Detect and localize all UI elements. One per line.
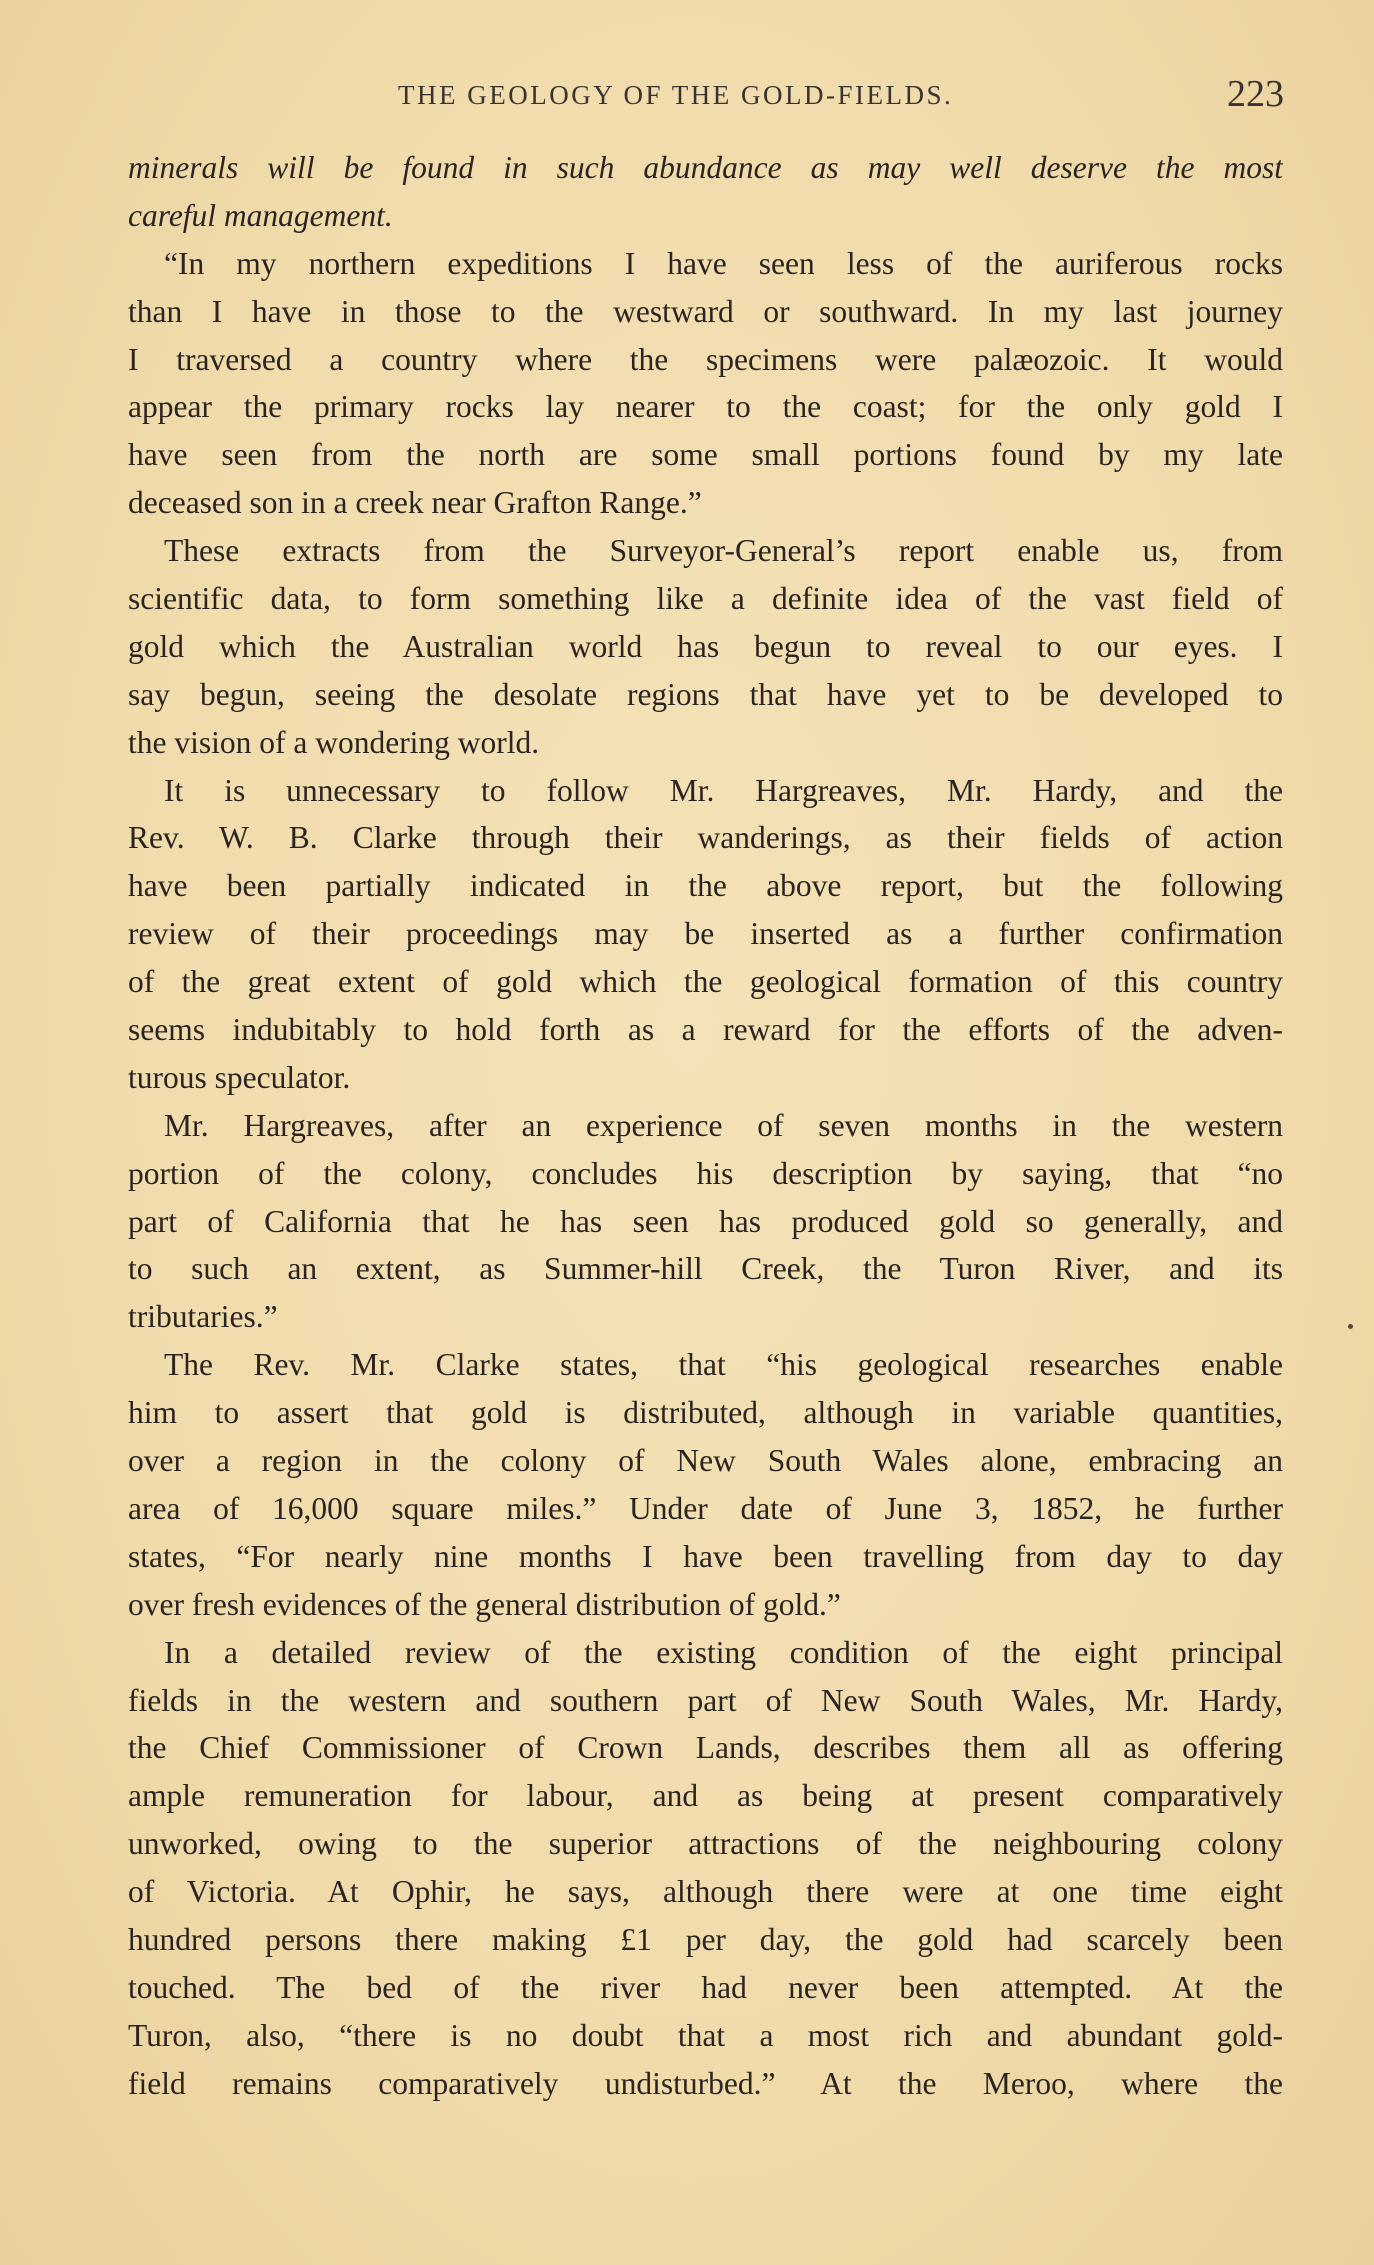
text-line: him to assert that gold is distributed, although in variable quantities,: [128, 1395, 1283, 1431]
text-line: ample remuneration for labour, and as being at present comparatively: [128, 1778, 1283, 1814]
text-line: scientific data, to form something like a definite idea of the vast field of: [128, 581, 1283, 617]
text-line: touched. The bed of the river had never been attempted. At the: [128, 1969, 1283, 2005]
text-line: than I have in those to the westward or southward. In my last journey: [128, 293, 1283, 329]
running-head: [128, 73, 1284, 120]
text-line: over a region in the colony of New South Wales alone, embracing an: [128, 1443, 1283, 1479]
page-number: 223: [1227, 73, 1284, 115]
text-line: have seen from the north are some small portions found by my late: [128, 437, 1283, 473]
text-line: say begun, seeing the desolate regions that have yet to be developed to: [128, 676, 1283, 712]
text-line: Turon, also, “there is no doubt that a most rich and abundant gold-: [128, 2017, 1283, 2053]
text-line: over fresh evidences of the general distribution of gold.”: [128, 1586, 841, 1622]
text-line: of the great extent of gold which the geological formation of this country: [128, 964, 1283, 1000]
text-line: hundred persons there making £1 per day, the gold had scarcely been: [128, 1921, 1283, 1957]
text-line: minerals will be found in such abundance as may well deserve the most: [128, 150, 1283, 185]
text-line: gold which the Australian world has begun to reveal to our eyes. I: [128, 628, 1283, 664]
text-line: have been partially indicated in the above report, but the following: [128, 868, 1283, 904]
text-line: tributaries.”: [128, 1299, 278, 1335]
text-line: Mr. Hargreaves, after an experience of seven months in the western: [164, 1107, 1283, 1143]
text-line: turous speculator.: [128, 1059, 351, 1095]
text-line: area of 16,000 square miles.” Under date of June 3, 1852, he further: [128, 1490, 1283, 1526]
text-line: fields in the western and southern part of New South Wales, Mr. Hardy,: [128, 1682, 1283, 1718]
text-line: to such an extent, as Summer-hill Creek, the Turon River, and its: [128, 1251, 1283, 1287]
text-line: states, “For nearly nine months I have been travelling from day to day: [128, 1538, 1283, 1574]
text-line: portion of the colony, concludes his description by saying, that “no: [128, 1155, 1283, 1191]
text-line: field remains comparatively undisturbed.” At the Meroo, where the: [128, 2065, 1283, 2101]
body-text: [128, 144, 1283, 2108]
text-line: These extracts from the Surveyor-General’s report enable us, from: [164, 533, 1283, 569]
text-line: seems indubitably to hold forth as a reward for the efforts of the adven-: [128, 1012, 1283, 1048]
text-line: review of their proceedings may be inserted as a further confirmation: [128, 916, 1283, 952]
text-line: “In my northern expeditions I have seen less of the auriferous rocks: [164, 245, 1283, 281]
text-line: deceased son in a creek near Grafton Range.”: [128, 485, 702, 521]
paper-speck: [1348, 1324, 1353, 1329]
text-line: careful management.: [128, 197, 393, 233]
text-line: the Chief Commissioner of Crown Lands, describes them all as offering: [128, 1730, 1283, 1766]
text-line: It is unnecessary to follow Mr. Hargreaves, Mr. Hardy, and the: [164, 772, 1283, 808]
text-line: In a detailed review of the existing condition of the eight principal: [164, 1634, 1283, 1670]
text-line: appear the primary rocks lay nearer to the coast; for the only gold I: [128, 389, 1283, 425]
text-line: I traversed a country where the specimens were palæozoic. It would: [128, 341, 1283, 377]
running-title: THE GEOLOGY OF THE GOLD-FIELDS.: [398, 80, 954, 110]
text-line: of Victoria. At Ophir, he says, although there were at one time eight: [128, 1874, 1283, 1910]
text-line: unworked, owing to the superior attractions of the neighbouring colony: [128, 1826, 1283, 1862]
text-line: part of California that he has seen has produced gold so generally, and: [128, 1203, 1283, 1239]
text-line: The Rev. Mr. Clarke states, that “his geological researches enable: [164, 1347, 1283, 1383]
text-line: the vision of a wondering world.: [128, 724, 540, 760]
text-line: Rev. W. B. Clarke through their wanderings, as their fields of action: [128, 820, 1283, 856]
